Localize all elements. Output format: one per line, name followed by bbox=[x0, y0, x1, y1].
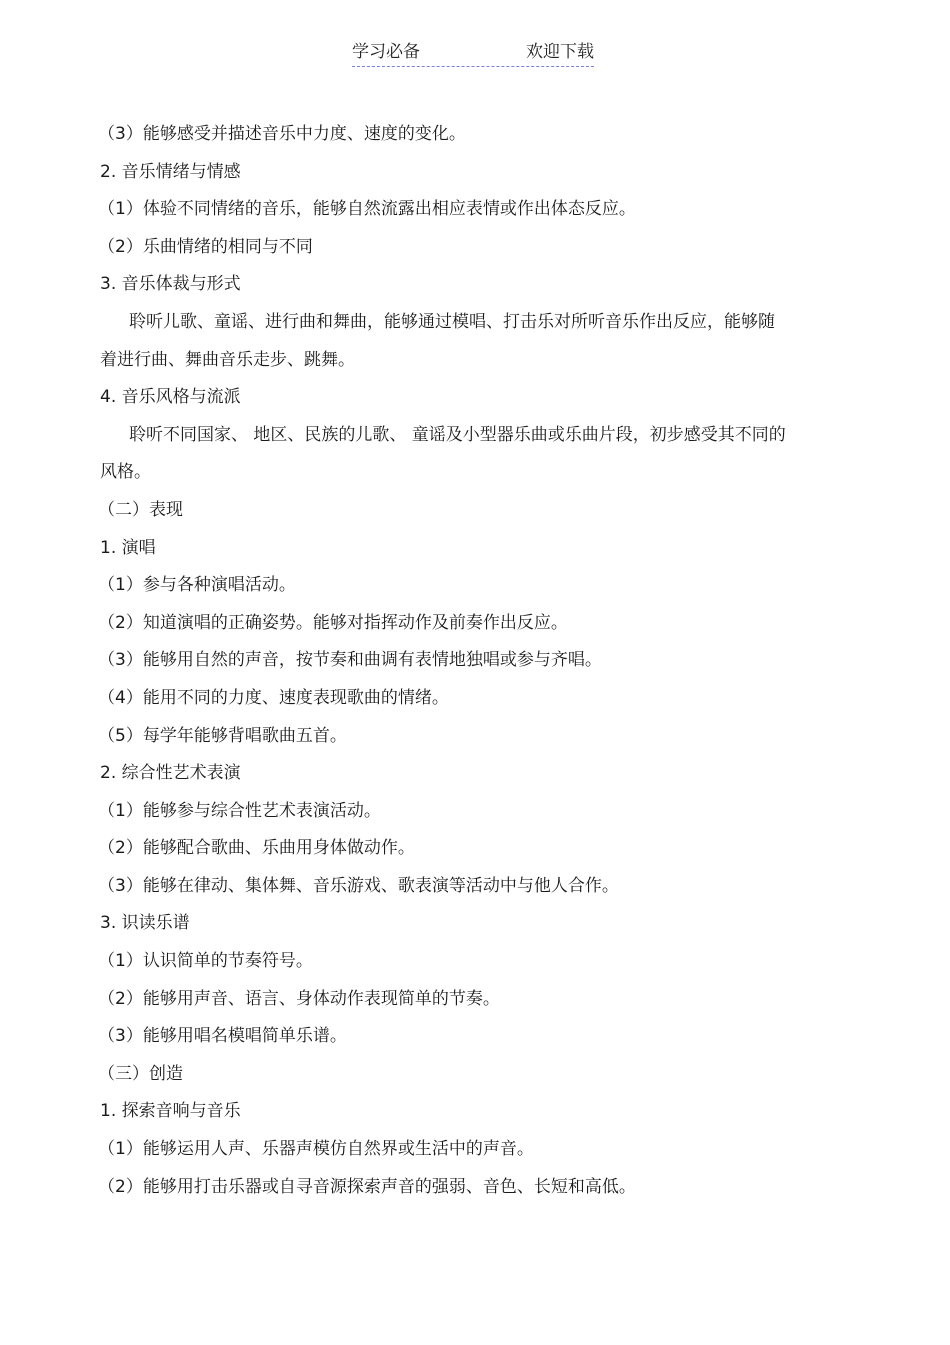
list-item: （2）能够用打击乐器或自寻音源探索声音的强弱、音色、长短和高低。 bbox=[98, 1176, 636, 1197]
section-heading: 2. 综合性艺术表演 bbox=[100, 763, 241, 784]
list-item: （3）能够感受并描述音乐中力度、速度的变化。 bbox=[98, 124, 466, 144]
chapter-heading: （二）表现 bbox=[98, 499, 183, 520]
header-left-text: 学习必备 bbox=[352, 42, 420, 62]
page-header bbox=[352, 40, 594, 67]
list-item: （5）每学年能够背唱歌曲五首。 bbox=[98, 725, 347, 746]
list-item: （2）能够用声音、语言、身体动作表现简单的节奏。 bbox=[98, 988, 500, 1009]
section-heading: 3. 识读乐谱 bbox=[100, 913, 190, 934]
document-body bbox=[100, 116, 830, 1206]
list-item: （2）知道演唱的正确姿势。能够对指挥动作及前奏作出反应。 bbox=[98, 612, 568, 633]
paragraph-line: 着进行曲、舞曲音乐走步、跳舞。 bbox=[100, 349, 355, 370]
list-item: （4）能用不同的力度、速度表现歌曲的情绪。 bbox=[98, 687, 449, 708]
paragraph-line: 聆听儿歌、童谣、进行曲和舞曲，能够通过模唱、打击乐对所听音乐作出反应，能够随 bbox=[129, 311, 775, 332]
list-item: （1）认识简单的节奏符号。 bbox=[98, 951, 313, 972]
list-item: （1）能够运用人声、乐器声模仿自然界或生活中的声音。 bbox=[98, 1139, 534, 1160]
list-item: （2）乐曲情绪的相同与不同 bbox=[98, 236, 313, 257]
section-heading: 1. 探索音响与音乐 bbox=[100, 1101, 241, 1122]
chapter-heading: （三）创造 bbox=[98, 1063, 183, 1084]
list-item: （1）能够参与综合性艺术表演活动。 bbox=[98, 800, 381, 821]
section-heading: 1. 演唱 bbox=[100, 537, 156, 558]
paragraph-line: 风格。 bbox=[100, 462, 151, 483]
list-item: （3）能够用自然的声音，按节奏和曲调有表情地独唱或参与齐唱。 bbox=[98, 650, 602, 671]
list-item: （2）能够配合歌曲、乐曲用身体做动作。 bbox=[98, 838, 415, 859]
paragraph-line: 聆听不同国家、 地区、民族的儿歌、 童谣及小型器乐曲或乐曲片段，初步感受其不同的 bbox=[129, 424, 786, 445]
section-heading: 3. 音乐体裁与形式 bbox=[100, 274, 241, 295]
list-item: （1）参与各种演唱活动。 bbox=[98, 575, 296, 596]
section-heading: 2. 音乐情绪与情感 bbox=[100, 161, 241, 182]
header-right-text: 欢迎下载 bbox=[526, 42, 594, 62]
list-item: （1）体验不同情绪的音乐，能够自然流露出相应表情或作出体态反应。 bbox=[98, 199, 636, 220]
list-item: （3）能够用唱名模唱简单乐谱。 bbox=[98, 1026, 347, 1047]
list-item: （3）能够在律动、集体舞、音乐游戏、歌表演等活动中与他人合作。 bbox=[98, 875, 619, 896]
section-heading: 4. 音乐风格与流派 bbox=[100, 387, 241, 408]
